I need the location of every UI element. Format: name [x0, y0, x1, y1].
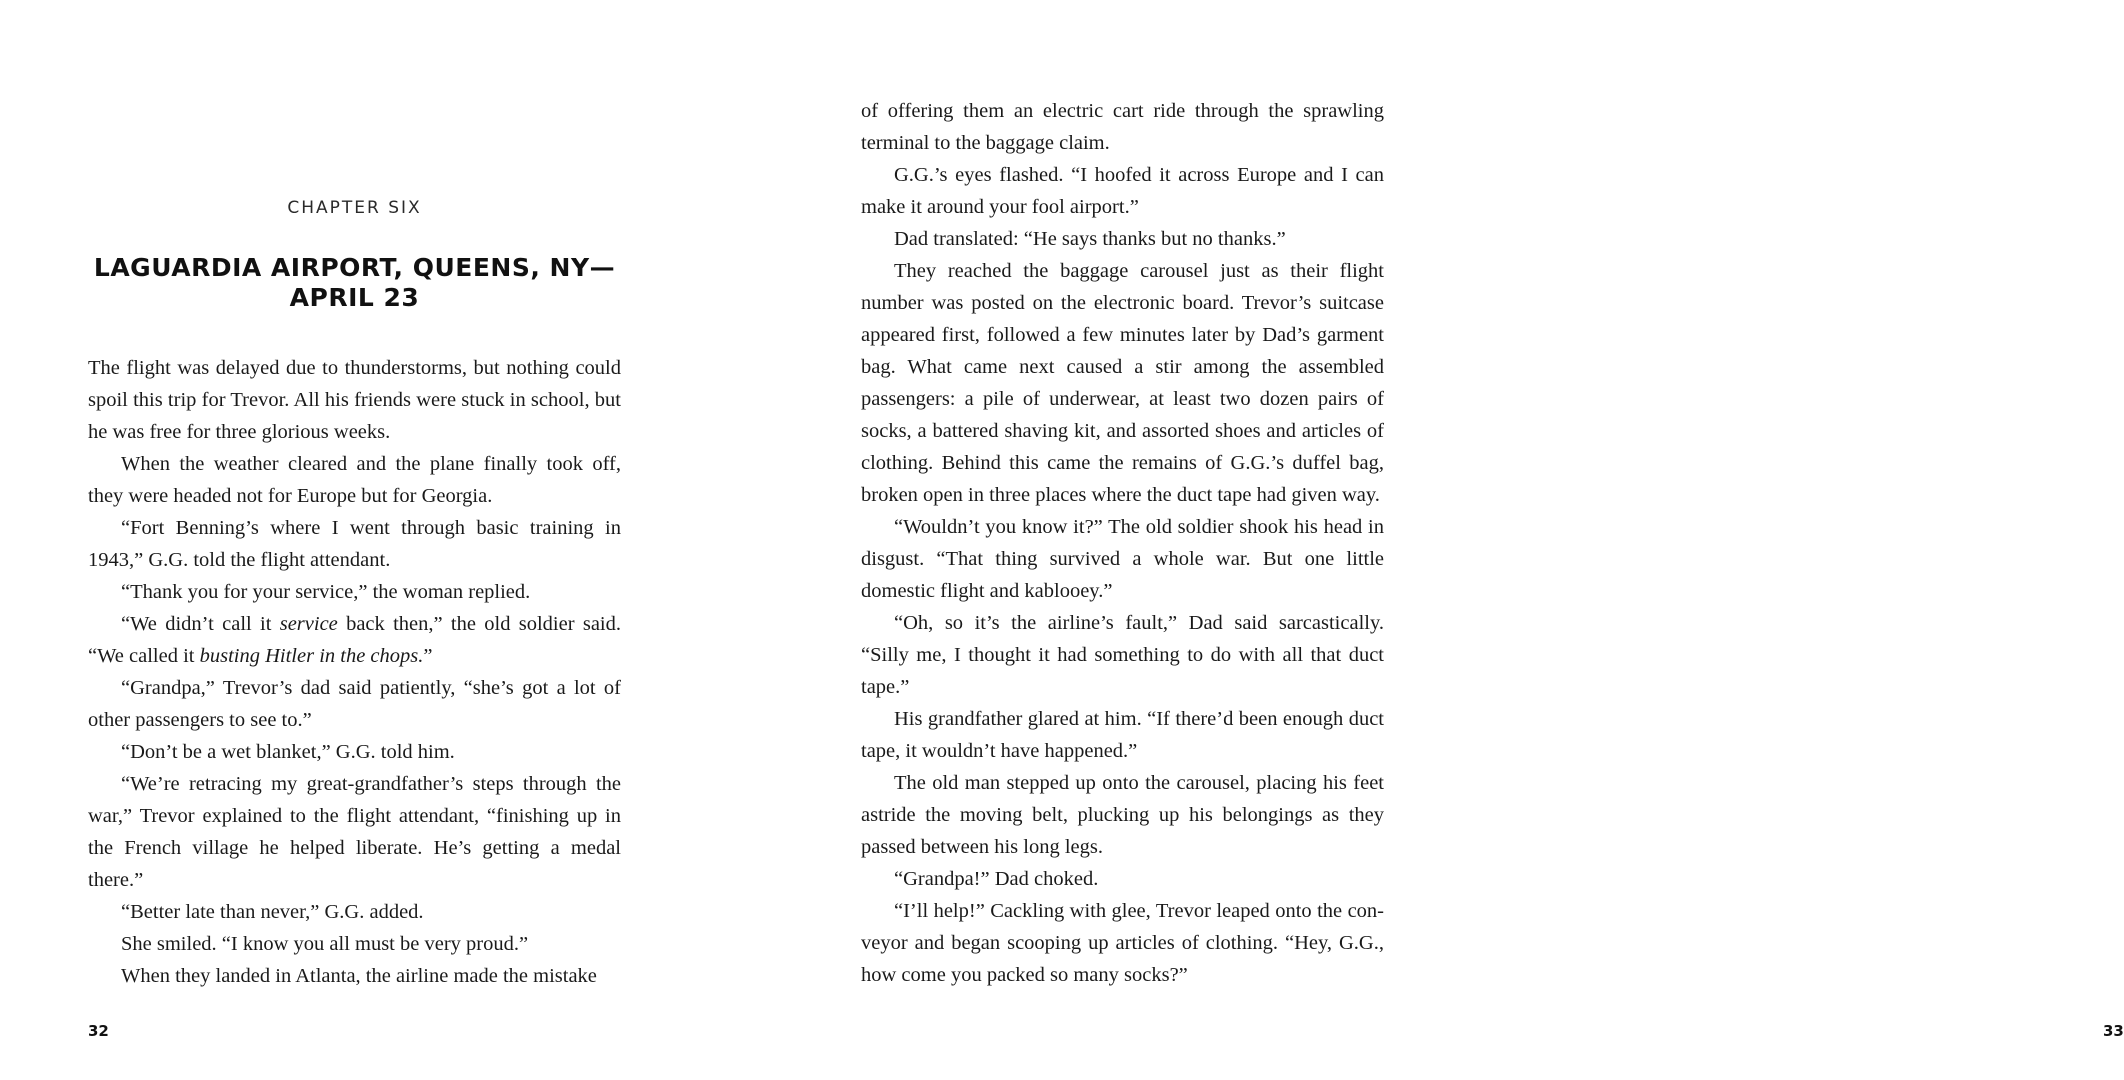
- paragraph: [88, 576, 621, 608]
- paragraph: [861, 607, 1384, 703]
- paragraph: [861, 767, 1384, 863]
- paragraph-text: “Thank you for your service,” the woman replied.: [121, 581, 531, 603]
- chapter-title-line-2: APRIL 23: [289, 283, 420, 312]
- paragraph-text: “I’ll help!” Cackling with glee, Trevor leaped onto the con-veyor and began scooping up articles of clothing. “Hey, G.G., how come you packed so many socks?”: [861, 900, 1384, 986]
- paragraph: [861, 159, 1384, 223]
- paragraph-text: When they landed in Atlanta, the airline made the mistake: [121, 965, 597, 987]
- italic-text: service: [279, 613, 338, 635]
- chapter-title: [88, 253, 621, 313]
- paragraph-text: The flight was delayed due to thunderstorms, but nothing could spoil this trip for Trevor. All his friends were stuck in school, but he was free for three glorious weeks.: [88, 357, 621, 443]
- paragraph: [88, 896, 621, 928]
- paragraph-text: She smiled. “I know you all must be very proud.”: [121, 933, 529, 955]
- paragraph: [88, 928, 621, 960]
- paragraph: [861, 255, 1384, 511]
- paragraph-text: of offering them an electric cart ride through the sprawling terminal to the baggage claim.: [861, 100, 1384, 154]
- page-number-right: 33: [2103, 1022, 2124, 1040]
- paragraph: [861, 895, 1384, 991]
- paragraph: [88, 960, 621, 992]
- paragraph: [861, 863, 1384, 895]
- paragraph-text: “Better late than never,” G.G. added.: [121, 901, 424, 923]
- paragraph-text: “We didn’t call it: [121, 613, 280, 635]
- paragraph: [88, 736, 621, 768]
- paragraph-text: “Oh, so it’s the airline’s fault,” Dad said sarcastically. “Silly me, I thought it had something to do with all that duct tape.”: [861, 612, 1384, 698]
- paragraph-text: “Fort Benning’s where I went through basic training in 1943,” G.G. told the flight attendant.: [88, 517, 621, 571]
- paragraph-text: “Wouldn’t you know it?” The old soldier shook his head in disgust. “That thing survived a whole war. But one little domestic flight and kablooey.”: [861, 516, 1384, 602]
- paragraph: [88, 448, 621, 512]
- paragraph-text: “Don’t be a wet blanket,” G.G. told him.: [121, 741, 455, 763]
- paragraph-text: “Grandpa!” Dad choked.: [894, 868, 1099, 890]
- paragraph: [861, 511, 1384, 607]
- paragraph-text: The old man stepped up onto the carousel, placing his feet astride the moving belt, plucking up his belongings as they passed between his long legs.: [861, 772, 1384, 858]
- paragraph: [861, 703, 1384, 767]
- paragraph: [861, 223, 1384, 255]
- italic-text: busting Hitler in the chops.: [199, 645, 424, 667]
- paragraph: [88, 512, 621, 576]
- paragraph-text: ”: [423, 645, 433, 667]
- left-page: [0, 0, 740, 1080]
- paragraph: [88, 352, 621, 448]
- left-page-body-text: [88, 352, 621, 992]
- chapter-title-line-1: LAGUARDIA AIRPORT, QUEENS, NY—: [93, 253, 616, 282]
- paragraph: [861, 95, 1384, 159]
- page-number-left: 32: [88, 1022, 109, 1040]
- paragraph-text: His grandfather glared at him. “If there’d been enough duct tape, it wouldn’t have happened.”: [861, 708, 1384, 762]
- paragraph-text: “Grandpa,” Trevor’s dad said patiently, “she’s got a lot of other passengers to see to.”: [88, 677, 621, 731]
- paragraph: [88, 768, 621, 896]
- paragraph-text: They reached the baggage carousel just as their flight number was posted on the electronic board. Trevor’s suitcase appeared first, followed a few minutes later by Dad’s garment bag. What came next caused a stir among the assembled passengers: a pile of underwear, at least two dozen pairs of socks, a battered shaving kit, and assorted shoes and articles of clothing. Behind this came the remains of G.G.’s duffel bag, broken open in three places where the duct tape had given way.: [861, 260, 1384, 506]
- paragraph-text: “We’re retracing my great-grandfather’s steps through the war,” Trevor explained to the flight attendant, “finishing up in the French village he helped liberate. He’s getting a medal there.”: [88, 773, 621, 891]
- paragraph: [88, 672, 621, 736]
- paragraph-text: G.G.’s eyes flashed. “I hoofed it across Europe and I can make it around your fool airport.”: [861, 164, 1384, 218]
- chapter-label: CHAPTER SIX: [287, 198, 422, 218]
- paragraph-text: When the weather cleared and the plane finally took off, they were headed not for Europe but for Georgia.: [88, 453, 621, 507]
- paragraph-text: back then,” the old soldier said. “We called it: [88, 613, 622, 667]
- paragraph-text: Dad translated: “He says thanks but no thanks.”: [894, 228, 1286, 250]
- paragraph: [88, 608, 621, 672]
- right-page-body-text: [861, 95, 1384, 991]
